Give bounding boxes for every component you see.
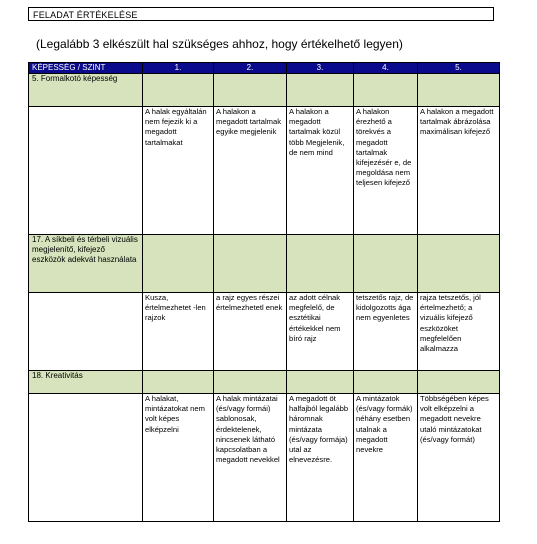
level-3-description: A halakon a megadott tartalmak közül több Megjelenik, de nem mind (287, 107, 354, 235)
skill-label: 18. Kreativitás (29, 371, 143, 394)
level-4-description: A halakon érezhető a törekvés a megadott tartalmak kifejezésér e, de megoldása nem teljesen kifejező (354, 107, 418, 235)
level-3-description: az adott célnak megfelelő, de esztétikai értékekkel nem bíró rajz (287, 293, 354, 371)
skill-row (29, 235, 500, 293)
empty-cell (354, 74, 418, 107)
empty-cell (29, 107, 143, 235)
level-5-description: Többségében képes volt elképzelni a megadott nevekre utaló mintázatokat (és/vagy formát) (418, 394, 500, 522)
col-header-level-3: 3. (287, 63, 354, 74)
empty-cell (143, 235, 214, 293)
header-row (29, 63, 500, 74)
empty-cell (214, 371, 287, 394)
empty-cell (287, 235, 354, 293)
skill-row (29, 74, 500, 107)
col-header-level-1: 1. (143, 63, 214, 74)
empty-cell (418, 371, 500, 394)
col-header-level-2: 2. (214, 63, 287, 74)
level-2-description: A halak mintázatai (és/vagy formái) sablonosak, érdektelenek, nincsenek látható kapcsolatban a megadott nevekkel (214, 394, 287, 522)
level-4-description: A mintázatok (és/vagy formák) néhány esetben utalnak a megadott nevekre (354, 394, 418, 522)
level-2-description: a rajz egyes részei értelmezhetetl enek (214, 293, 287, 371)
empty-cell (214, 235, 287, 293)
col-header-skill: KÉPESSÉG / SZINT (29, 63, 143, 74)
level-5-description: A halakon a megadott tartalmak ábrázolása maximálisan kifejező (418, 107, 500, 235)
level-descriptions-row (29, 107, 500, 235)
level-descriptions-row (29, 394, 500, 522)
level-1-description: A halakat, mintázatokat nem volt képes elképzelni (143, 394, 214, 522)
skill-label: 5. Formalkotó képesség (29, 74, 143, 107)
level-5-description: rajza tetszetős, jól értelmezhető; a vizuális kifejező eszközöket megfelelően alkalmazza (418, 293, 500, 371)
subtitle: (Legalább 3 elkészült hal szükséges ahhoz, hogy értékelhető legyen) (36, 37, 403, 51)
skill-label: 17. A síkbeli és térbeli vizuális megjelenítő, kifejező eszközök adekvát használata (29, 235, 143, 293)
empty-cell (143, 371, 214, 394)
empty-cell (418, 235, 500, 293)
empty-cell (418, 74, 500, 107)
empty-cell (287, 74, 354, 107)
assessment-table (28, 62, 500, 522)
empty-cell (354, 235, 418, 293)
empty-cell (354, 371, 418, 394)
empty-cell (214, 74, 287, 107)
empty-cell (29, 394, 143, 522)
empty-cell (143, 74, 214, 107)
col-header-level-5: 5. (418, 63, 500, 74)
level-3-description: A megadott öt halfajból legalább háromnak mintázata (és/vagy formája) utal az elnevezésre. (287, 394, 354, 522)
col-header-level-4: 4. (354, 63, 418, 74)
level-1-description: Kusza, értelmezhetet -len rajzok (143, 293, 214, 371)
empty-cell (29, 293, 143, 371)
empty-cell (287, 371, 354, 394)
page-title: FELADAT ÉRTÉKELÉSE (28, 7, 494, 21)
level-4-description: tetszetős rajz, de kidolgozotts ága nem egyenletes (354, 293, 418, 371)
level-1-description: A halak egyáltalán nem fejezik ki a megadott tartalmakat (143, 107, 214, 235)
level-2-description: A halakon a megadott tartalmak egyike megjelenik (214, 107, 287, 235)
skill-row (29, 371, 500, 394)
level-descriptions-row (29, 293, 500, 371)
